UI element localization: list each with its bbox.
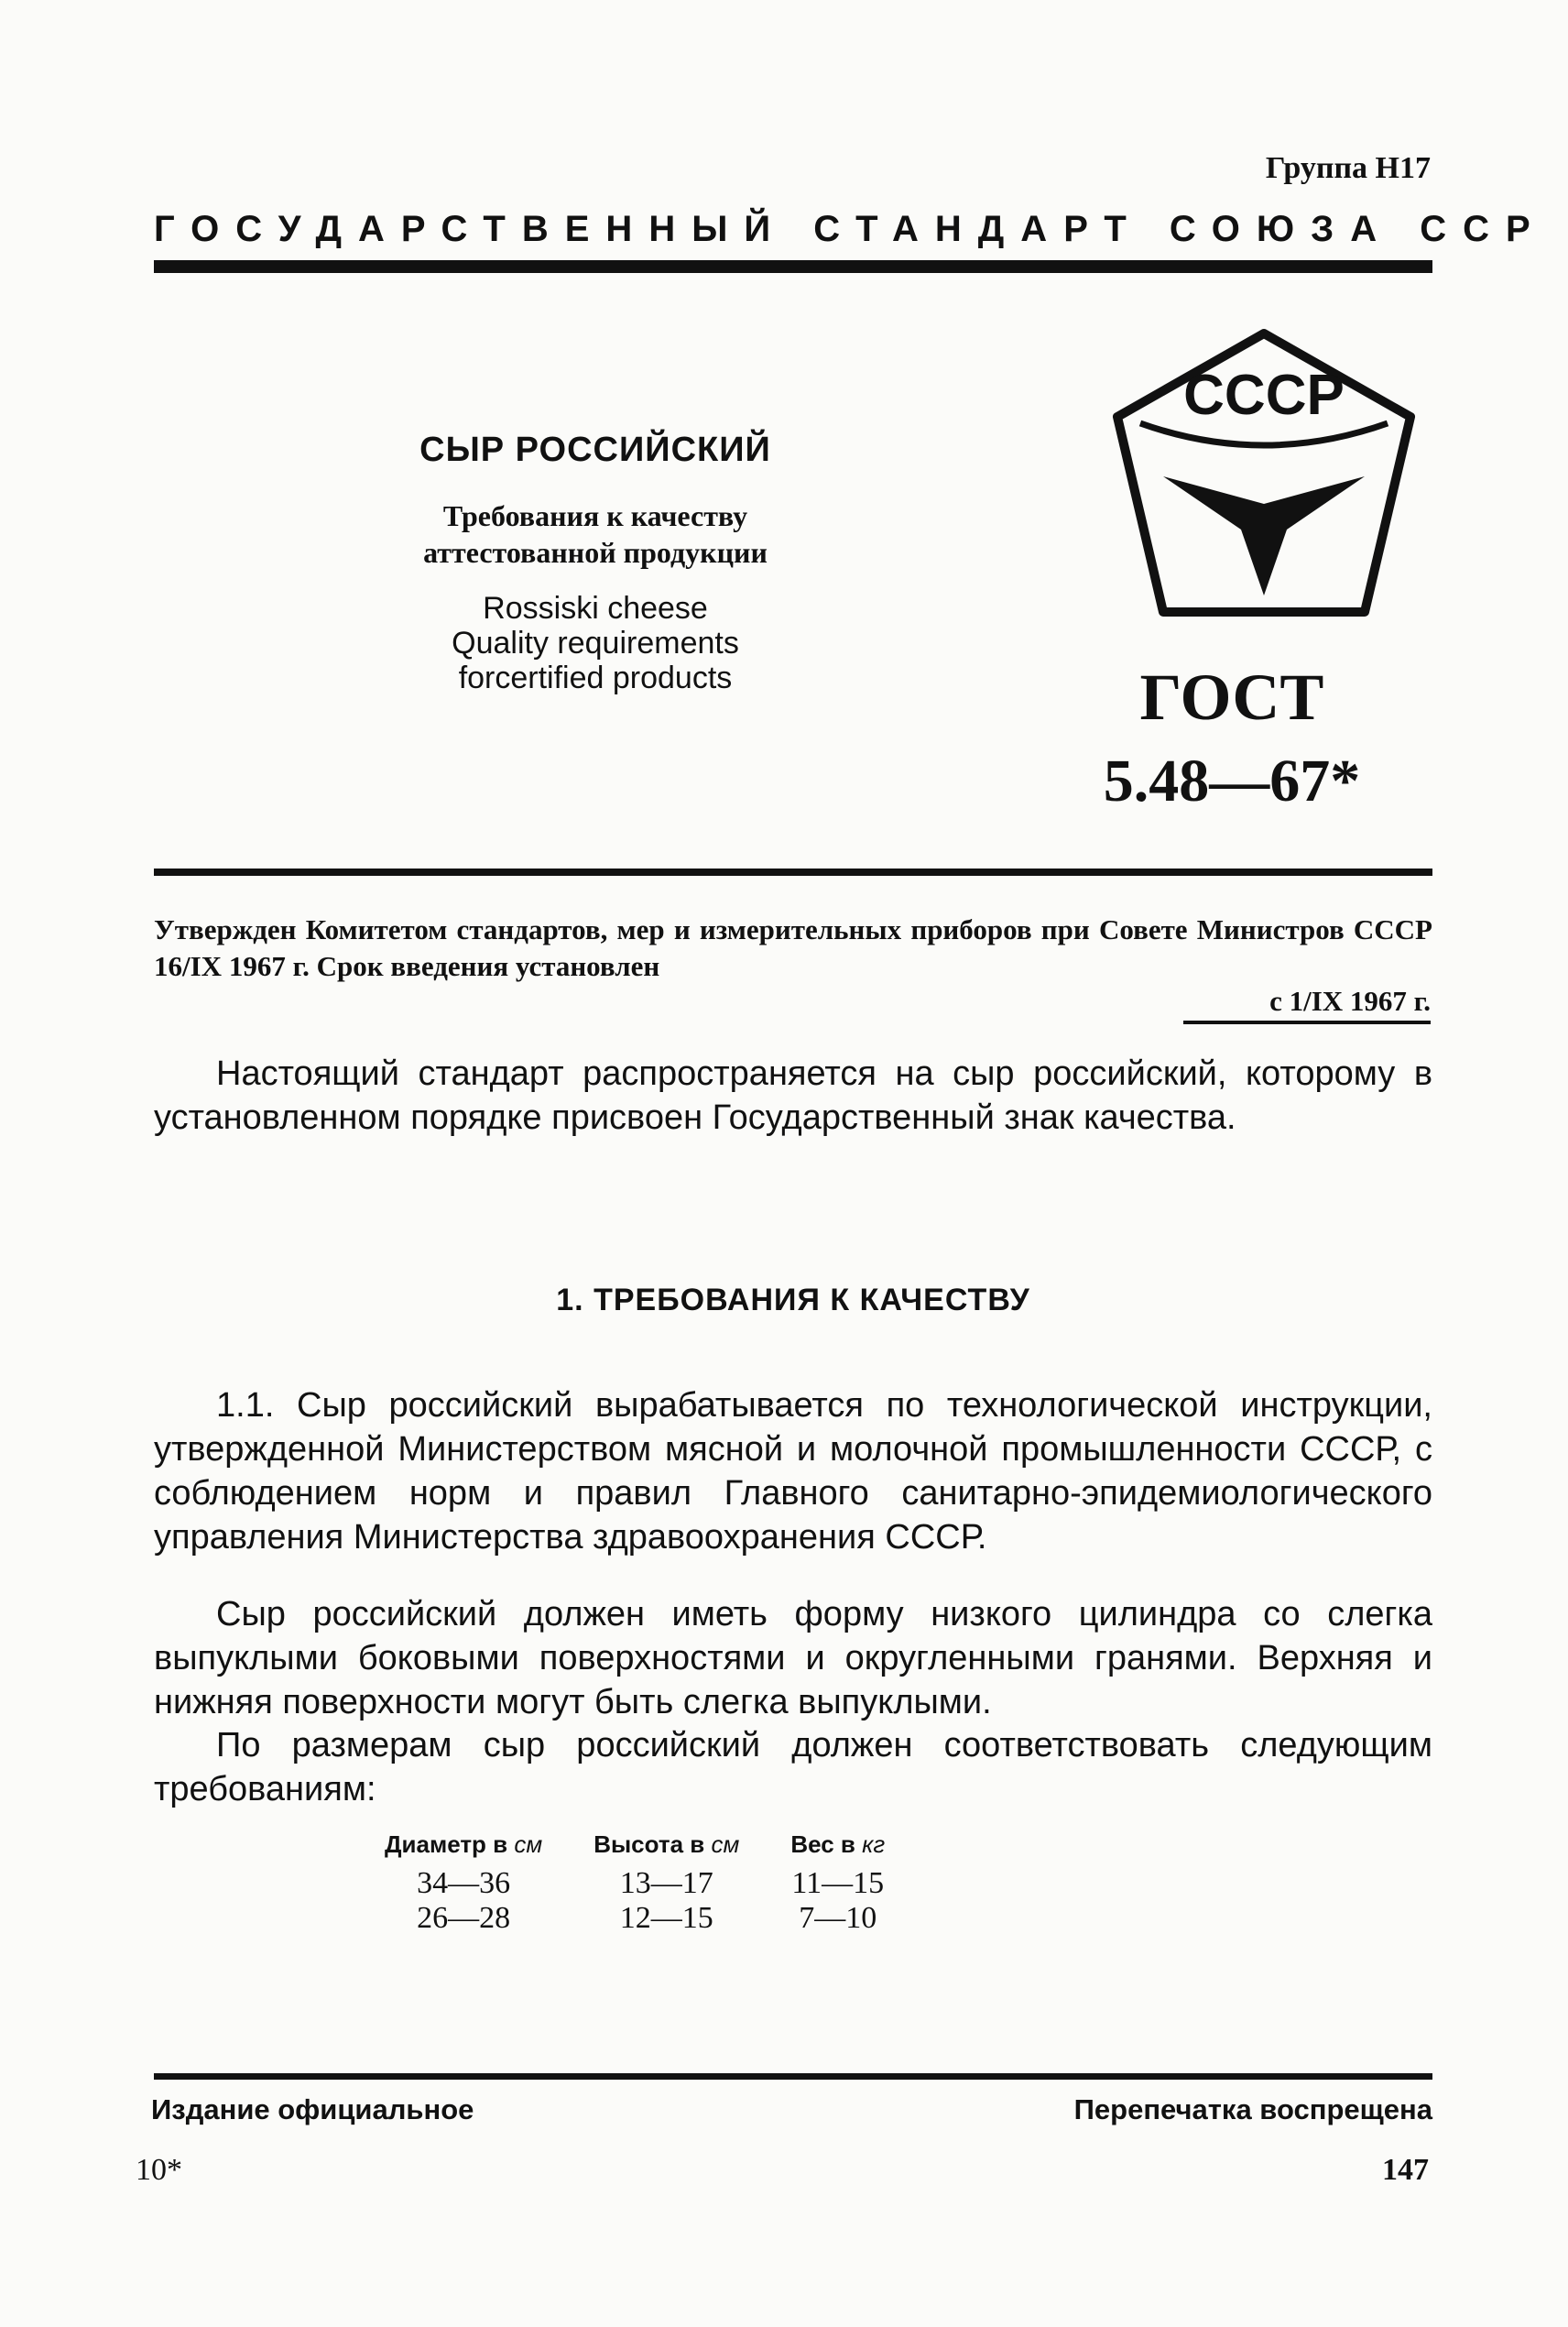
emblem-star <box>1163 476 1365 595</box>
table-cell: 12—15 <box>619 1901 713 1935</box>
divider-rule <box>154 869 1432 876</box>
table-header-row <box>385 1830 936 1866</box>
paragraph-shape: Сыр российский должен иметь форму низкого цилиндра со слегка выпуклыми боковыми поверхностями и округленными гранями. Верхняя и нижняя поверхности могут быть слегка выпуклыми. <box>154 1595 1432 1721</box>
header-rule <box>154 260 1432 273</box>
section-heading: 1. ТРЕБОВАНИЯ К КАЧЕСТВУ <box>556 1283 1030 1317</box>
footer-rule <box>154 2073 1432 2080</box>
subtitle-line: Требования к качеству <box>442 499 748 532</box>
title-en-line: Quality requirements <box>452 626 739 661</box>
table-cell: 13—17 <box>619 1866 713 1900</box>
title-ru: СЫР РОССИЙСКИЙ <box>419 431 771 469</box>
effective-date: с 1/IX 1967 г. <box>1269 985 1431 1017</box>
size-table <box>385 1830 936 1936</box>
page-number: 147 <box>1382 2153 1429 2187</box>
date-underline <box>1183 1021 1431 1024</box>
subtitle-ru <box>302 497 888 571</box>
title-en-line: forcertified products <box>458 661 733 695</box>
header-height: Высота в см <box>593 1830 740 1858</box>
table-cell: 34—36 <box>417 1866 511 1900</box>
title-en <box>302 591 888 695</box>
header-weight: Вес в кг <box>790 1830 886 1858</box>
paragraph-sizes: По размерам сыр российский должен соответствовать следующим требованиям: <box>154 1726 1432 1808</box>
title-en-line: Rossiski cheese <box>483 591 708 626</box>
quality-mark-emblem <box>1099 321 1429 623</box>
table-row <box>385 1901 936 1936</box>
approval-statement: Утвержден Комитетом стандартов, мер и измерительных приборов при Совете Министров СССР 16/IX 1967 г. Срок введения установлен <box>154 913 1432 982</box>
state-standard-header: ГОСУДАРСТВЕННЫЙ СТАНДАРТ СОЮЗА ССР <box>154 209 1547 249</box>
table-cell: 11—15 <box>791 1866 885 1900</box>
header-diameter: Диаметр в см <box>385 1830 543 1858</box>
reprint-prohibited-label: Перепечатка воспрещена <box>1073 2093 1432 2125</box>
table-cell: 7—10 <box>799 1901 877 1935</box>
table-cell: 26—28 <box>417 1901 511 1935</box>
group-label: Группа Н17 <box>1265 151 1431 185</box>
subtitle-line: аттестованной продукции <box>423 536 768 569</box>
official-edition-label: Издание официальное <box>151 2093 474 2125</box>
emblem-text: СССР <box>1183 364 1345 427</box>
gost-number: 5.48—67* <box>1103 748 1361 814</box>
intro-paragraph: Настоящий стандарт распространяется на сыр российский, которому в установленном порядке присвоен Государственный знак качества. <box>154 1054 1432 1137</box>
gost-label: ГОСТ <box>1139 661 1324 734</box>
title-block <box>302 431 888 695</box>
paragraph-1-1: 1.1. Сыр российский вырабатывается по технологической инструкции, утвержденной Министерством мясной и молочной промышленности СССР, с соблюдением норм и правил Главного санитарно-эпидемиологического управления Министерства здравоохранения СССР. <box>154 1386 1432 1557</box>
signature-mark: 10* <box>136 2153 182 2187</box>
table-row <box>385 1866 936 1901</box>
